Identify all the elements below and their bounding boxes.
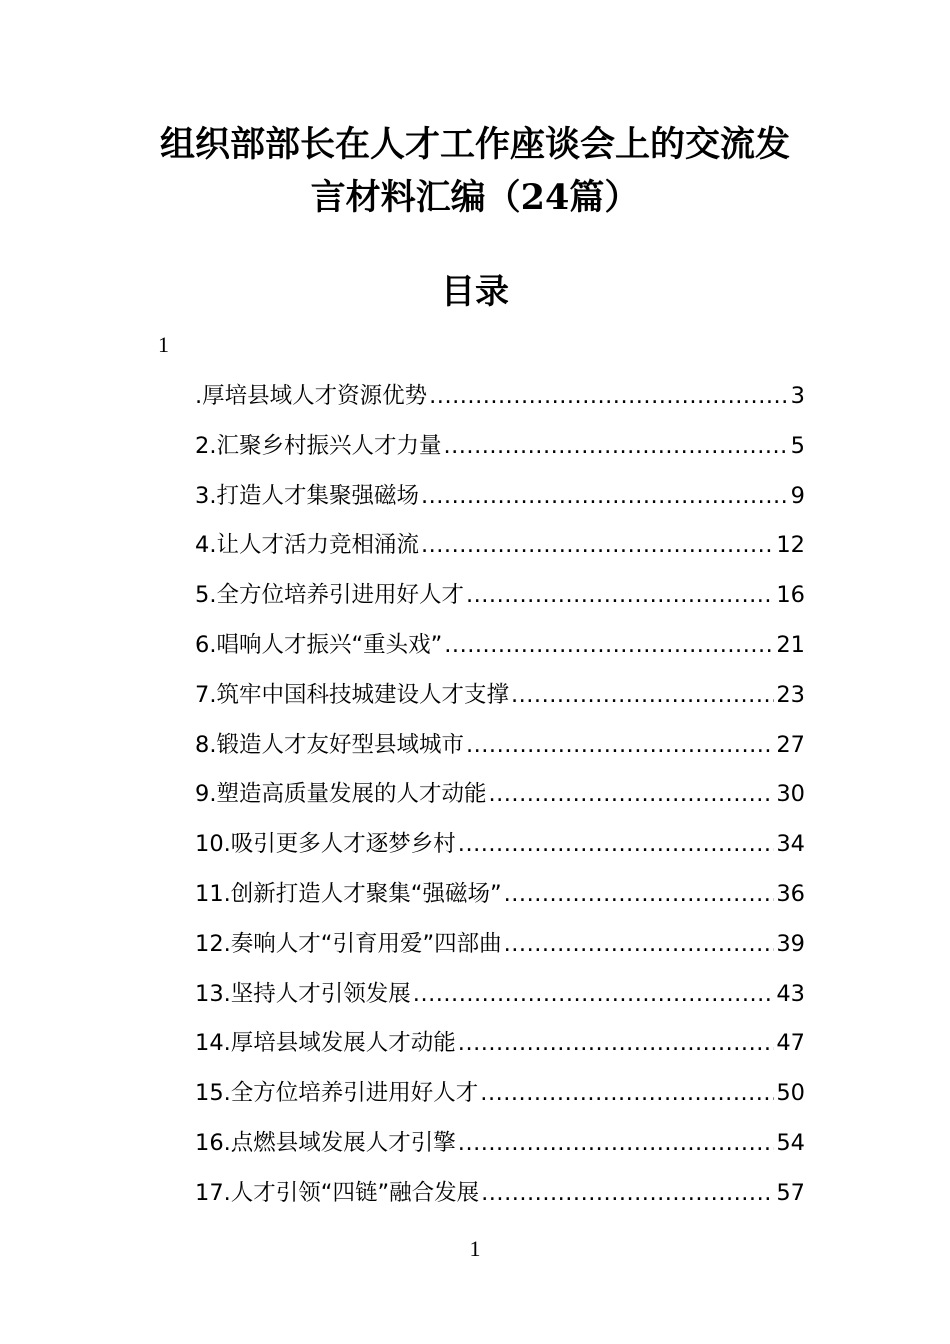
toc-entry[interactable] bbox=[195, 422, 805, 472]
toc-entry-page: 5 bbox=[790, 432, 805, 459]
toc-entry[interactable] bbox=[195, 870, 805, 920]
toc-entry[interactable] bbox=[195, 1069, 805, 1119]
toc-entry-title: 14.厚培县域发展人才动能 bbox=[195, 1030, 456, 1057]
toc-entry-title: 9.塑造高质量发展的人才动能 bbox=[195, 781, 487, 808]
toc-entry[interactable] bbox=[195, 671, 805, 721]
toc-dot-leader bbox=[466, 721, 774, 769]
toc-entry-page: 36 bbox=[776, 880, 805, 907]
toc-entry-page: 30 bbox=[776, 781, 805, 808]
toc-entry-page: 27 bbox=[776, 731, 805, 758]
toc-dot-leader bbox=[421, 472, 789, 520]
toc-dot-leader bbox=[421, 521, 774, 569]
toc-entry[interactable] bbox=[195, 1169, 805, 1219]
toc-entry-title: 13.坚持人才引领发展 bbox=[195, 980, 411, 1007]
toc-dot-leader bbox=[504, 870, 775, 918]
toc-dot-leader bbox=[458, 820, 775, 868]
toc-entry[interactable] bbox=[195, 721, 805, 771]
toc-entry-title: 16.点燃县域发展人才引擎 bbox=[195, 1129, 456, 1156]
toc-entry[interactable] bbox=[195, 1119, 805, 1169]
toc-dot-leader bbox=[458, 1119, 775, 1167]
toc-entry-title: 17.人才引领“四链”融合发展 bbox=[195, 1179, 480, 1206]
toc-entry-title: 10.吸引更多人才逐梦乡村 bbox=[195, 831, 456, 858]
toc-entry[interactable] bbox=[195, 1019, 805, 1069]
toc-entry-page: 39 bbox=[776, 930, 805, 957]
toc-entry[interactable] bbox=[195, 970, 805, 1020]
toc-entry[interactable] bbox=[195, 372, 805, 422]
page-number: 1 bbox=[469, 1236, 481, 1261]
toc-dot-leader bbox=[504, 920, 775, 968]
toc-entry[interactable] bbox=[195, 621, 805, 671]
toc-entry-page: 9 bbox=[790, 482, 805, 509]
toc-entry-title: 7.筑牢中国科技城建设人才支撑 bbox=[195, 681, 509, 708]
toc-entry-title: 8.锻造人才友好型县域城市 bbox=[195, 731, 464, 758]
section-number: 1 bbox=[158, 332, 169, 357]
toc-entry-page: 43 bbox=[776, 980, 805, 1007]
toc-entry-title: 3.打造人才集聚强磁场 bbox=[195, 482, 419, 509]
toc-dot-leader bbox=[413, 970, 775, 1018]
toc-entry-page: 50 bbox=[776, 1080, 805, 1107]
toc-dot-leader bbox=[443, 422, 788, 470]
toc-entry-title: 11.创新打造人才聚集“强磁场” bbox=[195, 880, 502, 907]
toc-heading: 目录 bbox=[441, 272, 509, 312]
toc-entry-page: 47 bbox=[776, 1030, 805, 1057]
toc-entry[interactable] bbox=[195, 521, 805, 571]
toc-dot-leader bbox=[458, 1019, 775, 1067]
toc-dot-leader bbox=[444, 621, 774, 669]
toc-dot-leader bbox=[511, 671, 774, 719]
toc-entry-page: 34 bbox=[776, 831, 805, 858]
toc-entry-title: 6.唱响人才振兴“重头戏” bbox=[195, 631, 443, 658]
toc-entry-page: 16 bbox=[776, 582, 805, 609]
document-title bbox=[140, 118, 810, 224]
toc-dot-leader bbox=[481, 1169, 774, 1217]
table-of-contents bbox=[195, 372, 805, 1219]
toc-entry-title: 15.全方位培养引进用好人才 bbox=[195, 1080, 479, 1107]
toc-entry-title: .厚培县域人才资源优势 bbox=[195, 383, 428, 409]
toc-entry-page: 54 bbox=[776, 1129, 805, 1156]
toc-dot-leader bbox=[466, 571, 774, 619]
toc-entry-page: 12 bbox=[776, 532, 805, 559]
toc-dot-leader bbox=[429, 372, 789, 420]
toc-dot-leader bbox=[480, 1069, 774, 1117]
toc-entry-title: 5.全方位培养引进用好人才 bbox=[195, 582, 464, 609]
toc-entry-page: 21 bbox=[776, 631, 805, 658]
toc-entry[interactable] bbox=[195, 472, 805, 522]
toc-entry[interactable] bbox=[195, 820, 805, 870]
toc-entry-title: 2.汇聚乡村振兴人才力量 bbox=[195, 432, 442, 459]
toc-entry-page: 57 bbox=[776, 1179, 805, 1206]
document-title-line-1: 组织部部长在人才工作座谈会上的交流发 bbox=[159, 124, 790, 165]
document-title-line-2: 言材料汇编（24篇） bbox=[310, 177, 640, 218]
toc-entry[interactable] bbox=[195, 770, 805, 820]
toc-dot-leader bbox=[488, 770, 774, 818]
toc-entry-page: 23 bbox=[776, 681, 805, 708]
toc-entry-page: 3 bbox=[790, 383, 805, 409]
toc-entry[interactable] bbox=[195, 571, 805, 621]
toc-entry-title: 12.奏响人才“引育用爱”四部曲 bbox=[195, 930, 502, 957]
toc-entry-title: 4.让人才活力竞相涌流 bbox=[195, 532, 419, 559]
toc-entry[interactable] bbox=[195, 920, 805, 970]
